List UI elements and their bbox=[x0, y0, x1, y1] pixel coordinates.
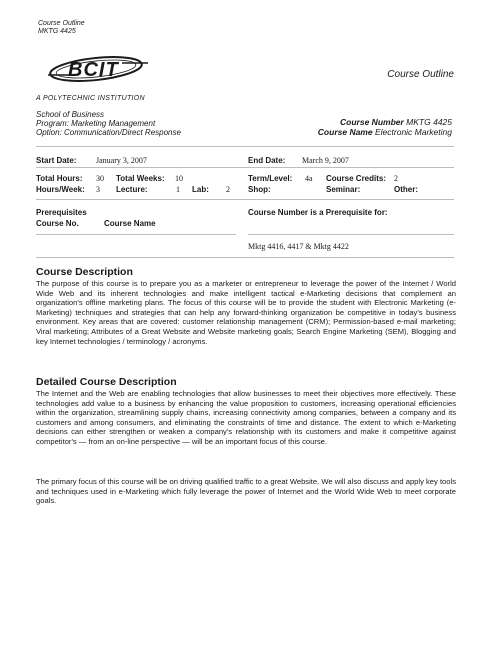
lab-label: Lab: bbox=[192, 185, 209, 194]
term-value: 4a bbox=[305, 174, 313, 183]
course-name-value: Electronic Marketing bbox=[374, 127, 452, 137]
prerequisites-label: Prerequisites bbox=[36, 208, 87, 217]
seminar-label: Seminar: bbox=[326, 185, 361, 194]
lecture-label: Lecture: bbox=[116, 185, 148, 194]
divider bbox=[248, 234, 454, 235]
detailed-description-heading: Detailed Course Description bbox=[36, 376, 177, 388]
institution-tagline: A POLYTECHNIC INSTITUTION bbox=[36, 95, 145, 102]
end-date-value: March 9, 2007 bbox=[302, 156, 349, 165]
doc-code: MKTG 4425 bbox=[38, 28, 76, 35]
divider bbox=[36, 257, 454, 258]
divider bbox=[36, 234, 236, 235]
total-hours-value: 30 bbox=[96, 174, 104, 183]
course-description-text: The purpose of this course is to prepare you as a marketer or entrepreneur to leverage the power of the Internet / World Wide Web and its inherent technologies and make intelligent tactical e-Marketing decisions that complement an organization's offline marketing plans. The focus of this course will be to provide the student with Electronic Marketing (e-Marketing) techniques and strategies that can help any forward-thinking organization be competitive in today's business environment. Key areas that are covered: customer relationship management (CRM); Permission-based e-mail marketing; Viral marketing; Attributes of a Great Website and Website marketing goals; Search Engine Marketing (SEM), Blogging and key Internet technologies / terminology / acronyms. bbox=[36, 279, 456, 346]
course-name bbox=[318, 127, 452, 137]
detailed-description-text-1: The Internet and the Web are enabling technologies that allow businesses to meet their objectives more effectively. These technologies add value to a business by enhancing the value proposition to customers, increasing operational efficiencies within the organization, streamlining supply chains, increasing connectivity among companies, between a company and its customers and among consumers, and eliminating the constraints of time and distance. The extent to which e-Marketing decisions can either strengthen or weaken a company's relationship with its customers and make it competitive against competitor's — from an on-line perspective — will be an important focus of this course. bbox=[36, 389, 456, 446]
program-name: Program: Marketing Management bbox=[36, 119, 156, 128]
course-number-label: Course Number bbox=[340, 117, 404, 127]
credits-value: 2 bbox=[394, 174, 398, 183]
term-label: Term/Level: bbox=[248, 174, 293, 183]
course-outline-title: Course Outline bbox=[387, 69, 454, 80]
detailed-description-text-2: The primary focus of this course will be on driving qualified traffic to a great Website. We will also discuss and apply key tools and techniques used in e-Marketing which fully leverage the power of Internet and the World Wide Web to meet corporate goals. bbox=[36, 477, 456, 506]
course-no-label: Course No. bbox=[36, 219, 79, 228]
credits-label: Course Credits: bbox=[326, 174, 387, 183]
total-hours-label: Total Hours: bbox=[36, 174, 83, 183]
lab-value: 2 bbox=[226, 185, 230, 194]
course-number-value: MKTG 4425 bbox=[406, 117, 452, 127]
course-name-col-label: Course Name bbox=[104, 219, 156, 228]
start-date-value: January 3, 2007 bbox=[96, 156, 147, 165]
hours-week-value: 3 bbox=[96, 185, 100, 194]
start-date-label: Start Date: bbox=[36, 156, 77, 165]
lecture-value: 1 bbox=[176, 185, 180, 194]
hours-week-label: Hours/Week: bbox=[36, 185, 85, 194]
end-date-label: End Date: bbox=[248, 156, 286, 165]
other-label: Other: bbox=[394, 185, 418, 194]
divider bbox=[36, 167, 454, 168]
course-number bbox=[340, 117, 452, 127]
total-weeks-value: 10 bbox=[175, 174, 183, 183]
option-name: Option: Communication/Direct Response bbox=[36, 128, 181, 137]
total-weeks-label: Total Weeks: bbox=[116, 174, 165, 183]
doc-title: Course Outline bbox=[38, 20, 85, 27]
course-description-heading: Course Description bbox=[36, 266, 133, 278]
divider bbox=[36, 199, 454, 200]
course-name-label: Course Name bbox=[317, 127, 373, 137]
prereq-for-value: Mktg 4416, 4417 & Mktg 4422 bbox=[248, 242, 349, 251]
school-name: School of Business bbox=[36, 110, 105, 119]
bcit-logo bbox=[38, 52, 158, 88]
divider bbox=[36, 146, 454, 147]
logo-text: BCIT bbox=[68, 59, 119, 81]
prereq-for-label: Course Number is a Prerequisite for: bbox=[248, 208, 388, 217]
shop-label: Shop: bbox=[248, 185, 271, 194]
